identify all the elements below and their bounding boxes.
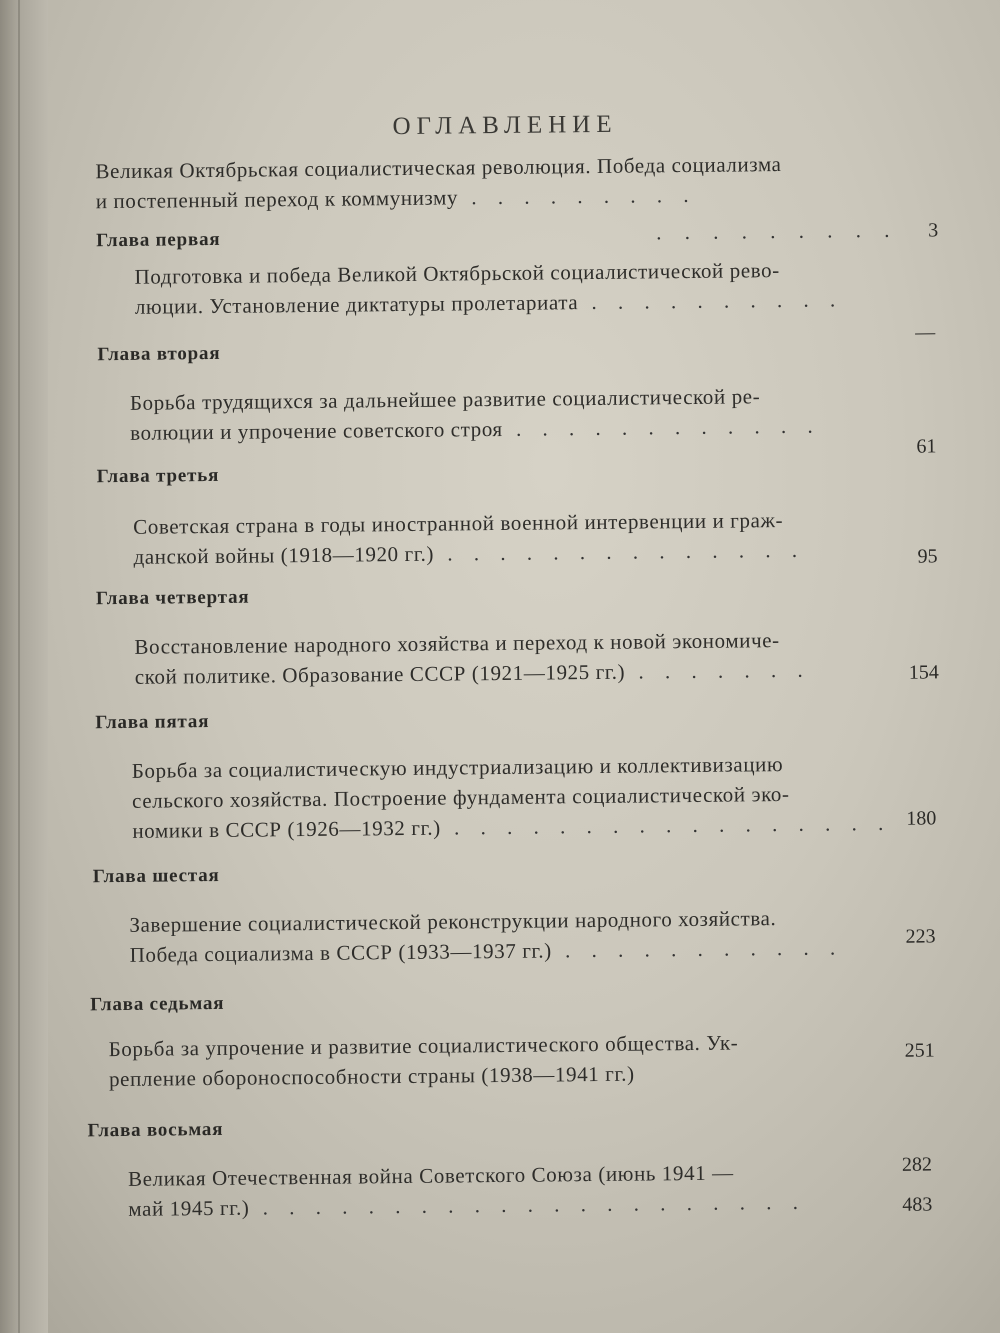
chapter-entry-7 <box>109 1028 739 1095</box>
entry-line-text: данской войны (1918—1920 гг.) <box>133 541 435 569</box>
chapter-entry-1 <box>134 254 843 321</box>
chapter-heading-4: Глава четвертая <box>95 586 250 610</box>
chapter-heading-1: Глава первая <box>96 228 221 252</box>
toc-title: ОГЛАВЛЕНИЕ <box>392 110 618 141</box>
chapter-heading-3: Глава третья <box>96 464 220 488</box>
dot-leader: . . . . . . . . . . . . <box>502 413 821 441</box>
entry-line-text: ской политике. Образование СССР (1921—1925 гг.) <box>134 659 626 689</box>
page-number: 61 <box>916 435 937 458</box>
entry-line: Борьба за упрочение и развитие социалистического общества. Ук- <box>108 1030 739 1062</box>
chapter-heading-6: Глава шестая <box>92 864 220 888</box>
dot-leader: . . . . . . . . . . . . . . . . . . . . . <box>249 1189 807 1220</box>
chapter-entry-2 <box>130 381 821 448</box>
entry-line <box>128 1187 806 1224</box>
dot-leader: . . . . . . . . . . . <box>551 935 844 963</box>
dot-leader: . . . . . . . <box>625 657 811 684</box>
entry-line: Борьба трудящихся за дальнейшее развитие социалистической ре- <box>129 384 761 415</box>
toc-intro <box>95 149 782 216</box>
toc-intro-line-2-text: и постепенный переход к коммунизму <box>95 185 459 214</box>
entry-line: Подготовка и победа Великой Октябрьской социалистической рево- <box>134 258 780 289</box>
dot-leader: . . . . . . . . . . . . . . <box>433 537 806 566</box>
entry-line <box>130 932 844 969</box>
page-number: 95 <box>917 545 938 568</box>
dot-leader: . . . . . . . . . <box>457 182 697 210</box>
entry-line: репление обороноспособности страны (1938—1941 гг.) <box>108 1061 635 1092</box>
entry-line <box>135 284 844 321</box>
entry-line: Восстановление народного хозяйства и переход к новой экономиче- <box>134 628 780 659</box>
chapter-heading-2: Глава вторая <box>97 342 221 366</box>
chapter-entry-4 <box>134 625 810 692</box>
entry-line <box>133 535 805 572</box>
entry-line-text: люции. Установление диктатуры пролетариата <box>134 290 579 319</box>
entry-line: Борьба за социалистическую индустриализацию и коллективизацию <box>131 752 784 783</box>
entry-line-text: Победа социализма в СССР (1933—1937 гг.) <box>129 938 552 967</box>
chapter-entry-8 <box>128 1157 806 1224</box>
entry-line: Советская страна в годы иностранной военной интервенции и граж- <box>133 508 784 539</box>
chapter-entry-3 <box>133 505 805 572</box>
chapter-entry-6 <box>129 902 843 969</box>
entry-line: Завершение социалистической реконструкции народного хозяйства. <box>129 906 777 937</box>
chapter-entry-5 <box>132 748 892 846</box>
page-number: 223 <box>905 925 936 948</box>
chapter-heading-5: Глава пятая <box>95 711 210 734</box>
page-number: — <box>915 321 936 344</box>
page-number-final: 483 <box>902 1193 933 1216</box>
page-number: 180 <box>906 807 937 830</box>
dot-leader: . . . . . . . . . . <box>578 287 844 315</box>
page-number: 251 <box>904 1039 935 1062</box>
page-number: 282 <box>901 1153 933 1176</box>
toc-intro-line-2 <box>96 179 782 216</box>
dot-leader: . . . . . . . . . <box>656 217 899 245</box>
entry-line-text: номики в СССР (1926—1932 гг.) <box>132 815 441 843</box>
dot-leader: . . . . . . . . . . . . . . . . . <box>440 810 892 840</box>
chapter-heading-8: Глава восьмая <box>87 1118 224 1142</box>
page-number: 3 <box>928 219 939 242</box>
chapter-heading-7: Глава седьмая <box>90 992 225 1016</box>
entry-line <box>130 411 821 448</box>
entry-line: сельского хозяйства. Построение фундамента социалистической эко- <box>131 781 790 813</box>
entry-line: Великая Отечественная война Советского Союза (июнь 1941 — <box>127 1160 734 1191</box>
entry-line-text: май 1945 гг.) <box>128 1195 250 1221</box>
toc-intro-line-1: Великая Октябрьская социалистическая революция. Победа социализма <box>95 152 782 184</box>
entry-line <box>135 655 811 692</box>
entry-line-text: волюции и упрочение советского строя <box>130 416 503 445</box>
page-number: 154 <box>908 661 939 684</box>
